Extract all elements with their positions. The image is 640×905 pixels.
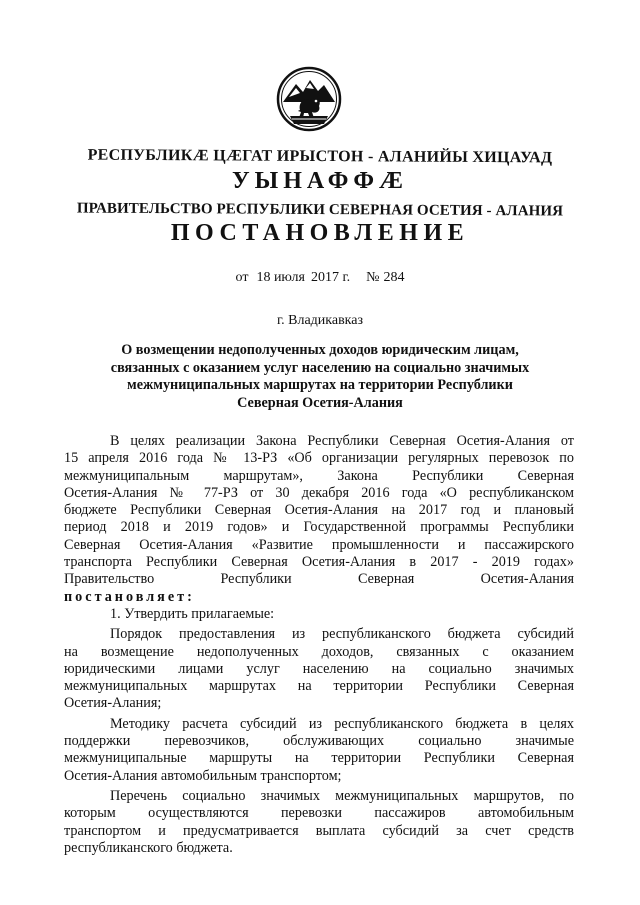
body-line: на возмещение недополученных доходов, связанных с оказанием	[64, 643, 574, 660]
body-line: республиканского бюджета.	[64, 839, 233, 856]
decree-year: 2017 г.	[310, 270, 351, 285]
body-line: 15 апреля 2016 года № 13-РЗ «Об организации регулярных перевозок по	[64, 450, 574, 467]
number-sign: №	[366, 270, 380, 285]
body-line: транспорта Республики Северная Осетия-Алания в 2017 - 2019 годах»	[64, 554, 574, 571]
body-line: Осетия-Алания № 77-РЗ от 30 декабря 2016 года «О республиканском	[64, 484, 574, 501]
body-line: межмуниципальные маршруты на территории Республики Северная	[64, 750, 574, 767]
header-ossetian-government: РЕСПУБЛИКӔ ЦӔГАТ ИРЫСТОН - АЛАНИЙЫ ХИЦАУАД	[87, 146, 553, 167]
decree-body	[64, 433, 574, 857]
decree-title	[88, 342, 552, 412]
body-line: которым осуществляются перевозки пассажиров автомобильным	[64, 805, 574, 822]
title-line: Северная Осетия-Алания	[237, 394, 403, 411]
body-line: транспортом и предусматривается выплата субсидий за счет средств	[64, 822, 574, 839]
header-russian-decree: ПОСТАНОВЛЕНИЕ	[170, 220, 470, 246]
title-line: межмуниципальных маршрутах на территории Республики	[127, 377, 513, 393]
decree-date: 18 июля	[256, 270, 305, 285]
body-line: Осетия-Алания автомобильным транспортом;	[64, 767, 342, 784]
body-line: Осетия-Алания;	[64, 695, 162, 712]
item-1: 1. Утвердить прилагаемые:	[110, 605, 275, 622]
header-ossetian-decree: УЫНАФФӔ	[232, 168, 408, 194]
city-name: г. Владикавказ	[276, 313, 364, 328]
body-line: Правительство Республики Северная Осетия-Алания	[64, 571, 574, 588]
resolves-word: постановляет:	[64, 588, 195, 605]
title-line: связанных с оказанием услуг населению на социально значимых	[110, 359, 530, 376]
coat-of-arms-emblem	[276, 66, 342, 132]
body-line: Порядок предоставления из республиканского бюджета субсидий	[110, 626, 574, 643]
header-russian-government: ПРАВИТЕЛЬСТВО РЕСПУБЛИКИ СЕВЕРНАЯ ОСЕТИЯ - АЛАНИЯ	[76, 200, 564, 220]
body-line: межмуниципальным маршрутам», Закона Республики Северная	[64, 467, 574, 484]
body-line: бюджете Республики Северная Осетия-Алания на 2017 год и плановый	[64, 502, 574, 519]
body-line: Перечень социально значимых межмуниципальных маршрутов, по	[110, 787, 574, 804]
body-line: поддержки перевозчиков, обслуживающих социально значимые	[64, 733, 574, 750]
body-line: межмуниципальных маршрутах на территории Республики Северная	[64, 678, 574, 695]
body-line: период 2018 и 2019 годов» и Государственной программы Республики	[64, 519, 574, 536]
body-line: Северная Осетия-Алания «Развитие промышленности и пассажирского	[64, 536, 574, 553]
decree-number: 284	[383, 270, 405, 285]
decree-dateline	[0, 270, 640, 286]
title-line: О возмещении недополученных доходов юридическим лицам,	[121, 342, 519, 358]
body-line: юридическими лицами услуг населению на социально значимых	[64, 660, 574, 677]
date-prefix: от	[235, 270, 249, 285]
body-line: В целях реализации Закона Республики Северная Осетия-Алания от	[110, 433, 574, 449]
body-line: Методику расчета субсидий из республиканского бюджета в целях	[110, 715, 574, 732]
